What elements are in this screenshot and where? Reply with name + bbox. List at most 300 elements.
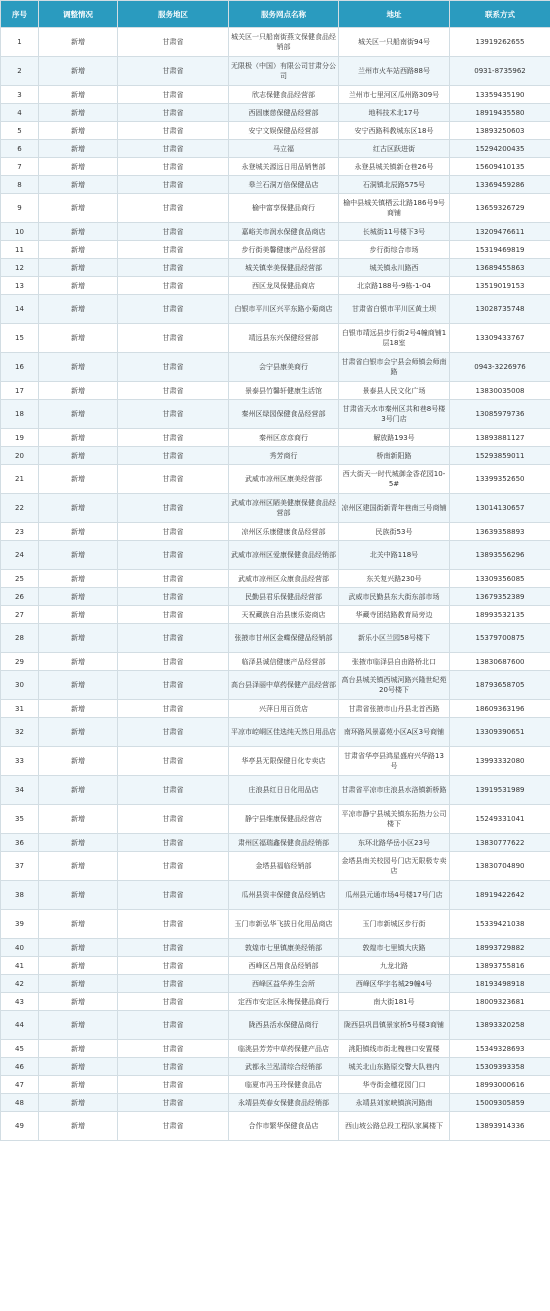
cell-address: 地科技术北17号 [339,104,450,122]
cell-contact: 13085979736 [450,400,550,429]
cell-address: 西山坡公路总段工程队家属楼下 [339,1112,450,1141]
cell-address: 安宁西路科教城东区18号 [339,122,450,140]
cell-outlet-name: 陇西县活水保健品商行 [229,1011,339,1040]
cell-address: 南环路风景嘉苑小区A区3号商铺 [339,718,450,747]
cell-outlet-name: 平凉市崆峒区佳选纯天然日用品店 [229,718,339,747]
cell-adjustment: 新增 [39,653,118,671]
cell-outlet-name: 张掖市甘州区金蝶保健品经销部 [229,624,339,653]
cell-region: 甘肃省 [118,588,229,606]
cell-region: 甘肃省 [118,447,229,465]
cell-contact: 0931-8735962 [450,57,550,86]
cell-address: 瓜州县元通市场4号楼17号门店 [339,881,450,910]
cell-adjustment: 新增 [39,834,118,852]
cell-contact: 13309390651 [450,718,550,747]
cell-address: 白银市靖远县步行街2号4幢商铺1层18室 [339,324,450,353]
cell-index: 2 [1,57,39,86]
cell-region: 甘肃省 [118,241,229,259]
cell-adjustment: 新增 [39,671,118,700]
cell-contact: 13893556296 [450,541,550,570]
table-row [1,653,550,671]
cell-adjustment: 新增 [39,277,118,295]
cell-region: 甘肃省 [118,834,229,852]
cell-adjustment: 新增 [39,1011,118,1040]
cell-address: 金塔县南关校园号门店无限极专卖店 [339,852,450,881]
cell-address: 城关北山东路原交警大队巷内 [339,1058,450,1076]
cell-address: 城关区一只船南街94号 [339,28,450,57]
cell-index: 37 [1,852,39,881]
cell-index: 11 [1,241,39,259]
cell-outlet-name: 马立福 [229,140,339,158]
cell-outlet-name: 天祝藏族自治县康乐姿商店 [229,606,339,624]
table-row [1,324,550,353]
cell-contact: 18919422642 [450,881,550,910]
cell-outlet-name: 安宁文娱保健品经营部 [229,122,339,140]
table-row [1,194,550,223]
cell-outlet-name: 西区龙凤保健品商店 [229,277,339,295]
cell-region: 甘肃省 [118,541,229,570]
table-row [1,718,550,747]
table-row [1,122,550,140]
cell-adjustment: 新增 [39,447,118,465]
cell-address: 武威市民勤县东大街东部市场 [339,588,450,606]
cell-contact: 13028735748 [450,295,550,324]
table-row [1,429,550,447]
cell-region: 甘肃省 [118,718,229,747]
cell-adjustment: 新增 [39,122,118,140]
cell-region: 甘肃省 [118,700,229,718]
cell-index: 30 [1,671,39,700]
cell-region: 甘肃省 [118,277,229,295]
cell-index: 9 [1,194,39,223]
cell-contact: 18609363196 [450,700,550,718]
cell-address: 南大街181号 [339,993,450,1011]
cell-adjustment: 新增 [39,700,118,718]
cell-contact: 15339421038 [450,910,550,939]
cell-outlet-name: 凉州区乐康健康食品经营部 [229,523,339,541]
cell-region: 甘肃省 [118,382,229,400]
cell-index: 46 [1,1058,39,1076]
cell-address: 景泰县人民文化广场 [339,382,450,400]
cell-region: 甘肃省 [118,86,229,104]
cell-contact: 15349328693 [450,1040,550,1058]
cell-address: 西大街天一时代城御金香花园10-5# [339,465,450,494]
cell-adjustment: 新增 [39,606,118,624]
cell-index: 42 [1,975,39,993]
cell-address: 甘肃省白银市平川区黄土坝 [339,295,450,324]
cell-adjustment: 新增 [39,494,118,523]
cell-address: 甘肃省张掖市山丹县北首西路 [339,700,450,718]
cell-region: 甘肃省 [118,671,229,700]
header-address: 地址 [339,1,450,28]
cell-address: 甘肃省天水市秦州区共和巷8号楼3号门店 [339,400,450,429]
table-row [1,28,550,57]
table-row [1,353,550,382]
cell-contact: 15294200435 [450,140,550,158]
cell-contact: 13893755816 [450,957,550,975]
cell-address: 榆中县城关镇栖云北路186号9号商铺 [339,194,450,223]
cell-contact: 13919531989 [450,776,550,805]
cell-adjustment: 新增 [39,176,118,194]
cell-adjustment: 新增 [39,140,118,158]
cell-contact: 13359435190 [450,86,550,104]
table-row [1,993,550,1011]
table-row [1,1094,550,1112]
table-row [1,140,550,158]
header-adjustment: 调整情况 [39,1,118,28]
cell-region: 甘肃省 [118,975,229,993]
table-row [1,1076,550,1094]
cell-outlet-name: 瓜州县资丰保健食品经销店 [229,881,339,910]
cell-region: 甘肃省 [118,1011,229,1040]
cell-outlet-name: 定西市安定区永梅保健品商行 [229,993,339,1011]
table-row [1,277,550,295]
cell-adjustment: 新增 [39,465,118,494]
cell-outlet-name: 永靖县英春女保健食品经销部 [229,1094,339,1112]
table-row [1,223,550,241]
cell-outlet-name: 欣志保健食品经营部 [229,86,339,104]
cell-adjustment: 新增 [39,429,118,447]
cell-adjustment: 新增 [39,975,118,993]
cell-outlet-name: 临洮县芳芳中草药保健产品店 [229,1040,339,1058]
table-row [1,776,550,805]
cell-contact: 15319469819 [450,241,550,259]
cell-adjustment: 新增 [39,523,118,541]
cell-index: 24 [1,541,39,570]
table-row [1,700,550,718]
cell-region: 甘肃省 [118,910,229,939]
cell-address: 甘肃省华亭县鸿星盛府兴华路13号 [339,747,450,776]
cell-outlet-name: 城关镇幸美保健品经营部 [229,259,339,277]
cell-region: 甘肃省 [118,176,229,194]
cell-adjustment: 新增 [39,541,118,570]
cell-address: 民族街53号 [339,523,450,541]
table-row [1,852,550,881]
cell-address: 新乐小区兰园58号楼下 [339,624,450,653]
cell-outlet-name: 秀芳商行 [229,447,339,465]
cell-address: 红古区跃进街 [339,140,450,158]
cell-address: 北京路188号-9栋-1-04 [339,277,450,295]
cell-contact: 13830777622 [450,834,550,852]
cell-contact: 13830704890 [450,852,550,881]
cell-address: 凉州区建国街新青年巷南三号商铺 [339,494,450,523]
cell-contact: 13689455863 [450,259,550,277]
table-row [1,1011,550,1040]
cell-outlet-name: 临泽县诚信健康产品经营部 [229,653,339,671]
cell-address: 平凉市静宁县城关镇东拓热力公司楼下 [339,805,450,834]
cell-contact: 13830687600 [450,653,550,671]
cell-contact: 15293859011 [450,447,550,465]
table-row [1,494,550,523]
cell-address: 陇西县巩昌镇景家桥5号楼3商铺 [339,1011,450,1040]
cell-index: 26 [1,588,39,606]
cell-contact: 13893250603 [450,122,550,140]
cell-address: 城关镇永川路西 [339,259,450,277]
cell-outlet-name: 西峰区益华养生会所 [229,975,339,993]
table-row [1,1112,550,1141]
cell-adjustment: 新增 [39,1040,118,1058]
cell-index: 7 [1,158,39,176]
table-row [1,104,550,122]
table-row [1,541,550,570]
cell-index: 22 [1,494,39,523]
table-row [1,957,550,975]
cell-index: 13 [1,277,39,295]
cell-index: 33 [1,747,39,776]
cell-adjustment: 新增 [39,86,118,104]
cell-index: 16 [1,353,39,382]
table-row [1,570,550,588]
cell-region: 甘肃省 [118,939,229,957]
cell-adjustment: 新增 [39,588,118,606]
cell-outlet-name: 民勤县君乐保健品经营部 [229,588,339,606]
table-row [1,1040,550,1058]
cell-region: 甘肃省 [118,1058,229,1076]
cell-outlet-name: 皋兰石洞万倍保健品店 [229,176,339,194]
cell-region: 甘肃省 [118,295,229,324]
cell-contact: 13399352650 [450,465,550,494]
cell-adjustment: 新增 [39,1076,118,1094]
cell-outlet-name: 庄浪县红日日化用品店 [229,776,339,805]
cell-adjustment: 新增 [39,624,118,653]
cell-outlet-name: 敦煌市七里镇康美经销部 [229,939,339,957]
cell-index: 31 [1,700,39,718]
cell-index: 45 [1,1040,39,1058]
table-row [1,295,550,324]
cell-region: 甘肃省 [118,805,229,834]
cell-adjustment: 新增 [39,158,118,176]
cell-outlet-name: 西峰区吕翔食品经销部 [229,957,339,975]
table-header-row [1,1,550,28]
cell-address: 兰州市火车站西路88号 [339,57,450,86]
cell-adjustment: 新增 [39,881,118,910]
cell-address: 长城街11号楼下3号 [339,223,450,241]
cell-address: 张掖市临泽县自由路桥北口 [339,653,450,671]
cell-outlet-name: 武威市凉州区陋美健康保健食品经营部 [229,494,339,523]
cell-adjustment: 新增 [39,939,118,957]
table-row [1,241,550,259]
cell-adjustment: 新增 [39,57,118,86]
cell-address: 桥南新阳路 [339,447,450,465]
cell-adjustment: 新增 [39,324,118,353]
cell-outlet-name: 金塔县福临经销部 [229,852,339,881]
cell-outlet-name: 嘉峪关市润水保健食品商店 [229,223,339,241]
cell-region: 甘肃省 [118,104,229,122]
cell-contact: 13209476611 [450,223,550,241]
cell-adjustment: 新增 [39,259,118,277]
cell-outlet-name: 临夏市冯玉玲保健食品店 [229,1076,339,1094]
cell-contact: 0943-3226976 [450,353,550,382]
cell-contact: 13309356085 [450,570,550,588]
cell-address: 甘肃省平凉市庄浪县水洛镇新桥路 [339,776,450,805]
cell-adjustment: 新增 [39,353,118,382]
cell-outlet-name: 秦州区绿园保健食品经营部 [229,400,339,429]
cell-index: 25 [1,570,39,588]
cell-region: 甘肃省 [118,494,229,523]
cell-adjustment: 新增 [39,382,118,400]
cell-region: 甘肃省 [118,570,229,588]
cell-adjustment: 新增 [39,194,118,223]
cell-region: 甘肃省 [118,606,229,624]
cell-region: 甘肃省 [118,993,229,1011]
cell-address: 兰州市七里河区瓜州路309号 [339,86,450,104]
cell-contact: 13893881127 [450,429,550,447]
cell-address: 华寺街金穗花园门口 [339,1076,450,1094]
table-row [1,158,550,176]
cell-outlet-name: 武威市凉州区康美经营部 [229,465,339,494]
cell-adjustment: 新增 [39,295,118,324]
cell-contact: 13369459286 [450,176,550,194]
table-row [1,259,550,277]
table-row [1,176,550,194]
cell-outlet-name: 景泰县竹馨轩健康生活馆 [229,382,339,400]
cell-region: 甘肃省 [118,1040,229,1058]
cell-address: 西峰区华宇名城29幢4号 [339,975,450,993]
cell-outlet-name: 西固康慈保健品经营部 [229,104,339,122]
table-row [1,382,550,400]
cell-outlet-name: 步行街美馨健康产品经营部 [229,241,339,259]
table-row [1,881,550,910]
cell-index: 21 [1,465,39,494]
cell-address: 洮阳镇线市街北槐巷口安置楼 [339,1040,450,1058]
cell-region: 甘肃省 [118,852,229,881]
cell-index: 48 [1,1094,39,1112]
cell-contact: 15379700875 [450,624,550,653]
cell-region: 甘肃省 [118,1076,229,1094]
cell-contact: 18793658705 [450,671,550,700]
cell-index: 10 [1,223,39,241]
table-row [1,671,550,700]
cell-region: 甘肃省 [118,324,229,353]
cell-index: 40 [1,939,39,957]
table-row [1,910,550,939]
cell-region: 甘肃省 [118,653,229,671]
cell-adjustment: 新增 [39,805,118,834]
cell-contact: 13993332080 [450,747,550,776]
cell-region: 甘肃省 [118,158,229,176]
cell-index: 43 [1,993,39,1011]
cell-contact: 13893320258 [450,1011,550,1040]
table-row [1,86,550,104]
cell-outlet-name: 肃州区福瑞鑫保健食品经销部 [229,834,339,852]
cell-address: 甘肃省白银市会宁县会师镇会师南路 [339,353,450,382]
cell-outlet-name: 华亭县无限保健日化专卖店 [229,747,339,776]
cell-index: 27 [1,606,39,624]
table-row [1,747,550,776]
cell-contact: 18009323681 [450,993,550,1011]
cell-contact: 13893914336 [450,1112,550,1141]
cell-region: 甘肃省 [118,429,229,447]
table-row [1,606,550,624]
cell-index: 20 [1,447,39,465]
cell-region: 甘肃省 [118,194,229,223]
cell-outlet-name: 城关区一只船南街燕文保健食品经销部 [229,28,339,57]
table-row [1,834,550,852]
cell-contact: 13014130657 [450,494,550,523]
cell-address: 东关复兴路230号 [339,570,450,588]
cell-address: 华藏寺团结路教育局旁边 [339,606,450,624]
cell-index: 3 [1,86,39,104]
cell-contact: 15609410135 [450,158,550,176]
cell-contact: 13309433767 [450,324,550,353]
cell-adjustment: 新增 [39,1058,118,1076]
cell-outlet-name: 靖远县东兴保健经营部 [229,324,339,353]
cell-region: 甘肃省 [118,881,229,910]
cell-index: 5 [1,122,39,140]
cell-address: 步行街综合市场 [339,241,450,259]
table-row [1,400,550,429]
cell-contact: 18993000616 [450,1076,550,1094]
cell-adjustment: 新增 [39,747,118,776]
cell-outlet-name: 玉门市新弘华飞拔日化用品商店 [229,910,339,939]
cell-index: 17 [1,382,39,400]
cell-region: 甘肃省 [118,400,229,429]
cell-address: 东环北路华岳小区23号 [339,834,450,852]
cell-adjustment: 新增 [39,910,118,939]
cell-region: 甘肃省 [118,624,229,653]
cell-adjustment: 新增 [39,223,118,241]
table-row [1,624,550,653]
cell-index: 19 [1,429,39,447]
cell-adjustment: 新增 [39,28,118,57]
cell-contact: 13639358893 [450,523,550,541]
cell-outlet-name: 白银市平川区兴平东路小菊商店 [229,295,339,324]
cell-address: 九龙北路 [339,957,450,975]
cell-address: 敦煌市七里镇大庆路 [339,939,450,957]
table-row [1,465,550,494]
cell-index: 14 [1,295,39,324]
table-row [1,805,550,834]
cell-outlet-name: 高台县泽丽中草药保健产品经营部 [229,671,339,700]
cell-index: 35 [1,805,39,834]
cell-region: 甘肃省 [118,776,229,805]
cell-outlet-name: 永登城关源远日用品销售部 [229,158,339,176]
cell-outlet-name: 武威市凉州区众康食品经营部 [229,570,339,588]
cell-index: 44 [1,1011,39,1040]
header-index: 序号 [1,1,39,28]
cell-contact: 15309393358 [450,1058,550,1076]
cell-index: 32 [1,718,39,747]
cell-index: 28 [1,624,39,653]
cell-address: 石洞镇北辰路575号 [339,176,450,194]
table-row [1,975,550,993]
table-row [1,57,550,86]
cell-region: 甘肃省 [118,28,229,57]
cell-region: 甘肃省 [118,1094,229,1112]
cell-region: 甘肃省 [118,747,229,776]
cell-contact: 18193498918 [450,975,550,993]
header-region: 服务地区 [118,1,229,28]
cell-region: 甘肃省 [118,140,229,158]
cell-adjustment: 新增 [39,776,118,805]
cell-index: 39 [1,910,39,939]
cell-index: 15 [1,324,39,353]
cell-index: 49 [1,1112,39,1141]
cell-contact: 13519019153 [450,277,550,295]
header-outlet-name: 服务网点名称 [229,1,339,28]
cell-region: 甘肃省 [118,523,229,541]
cell-outlet-name: 合作市繁华保健食品店 [229,1112,339,1141]
cell-index: 36 [1,834,39,852]
cell-region: 甘肃省 [118,465,229,494]
cell-address: 玉门市新城区步行街 [339,910,450,939]
cell-adjustment: 新增 [39,957,118,975]
cell-outlet-name: 武都永兰泓清综合经销部 [229,1058,339,1076]
cell-address: 永登县城关镇新仓巷26号 [339,158,450,176]
cell-index: 4 [1,104,39,122]
cell-region: 甘肃省 [118,223,229,241]
cell-region: 甘肃省 [118,57,229,86]
table-row [1,1058,550,1076]
